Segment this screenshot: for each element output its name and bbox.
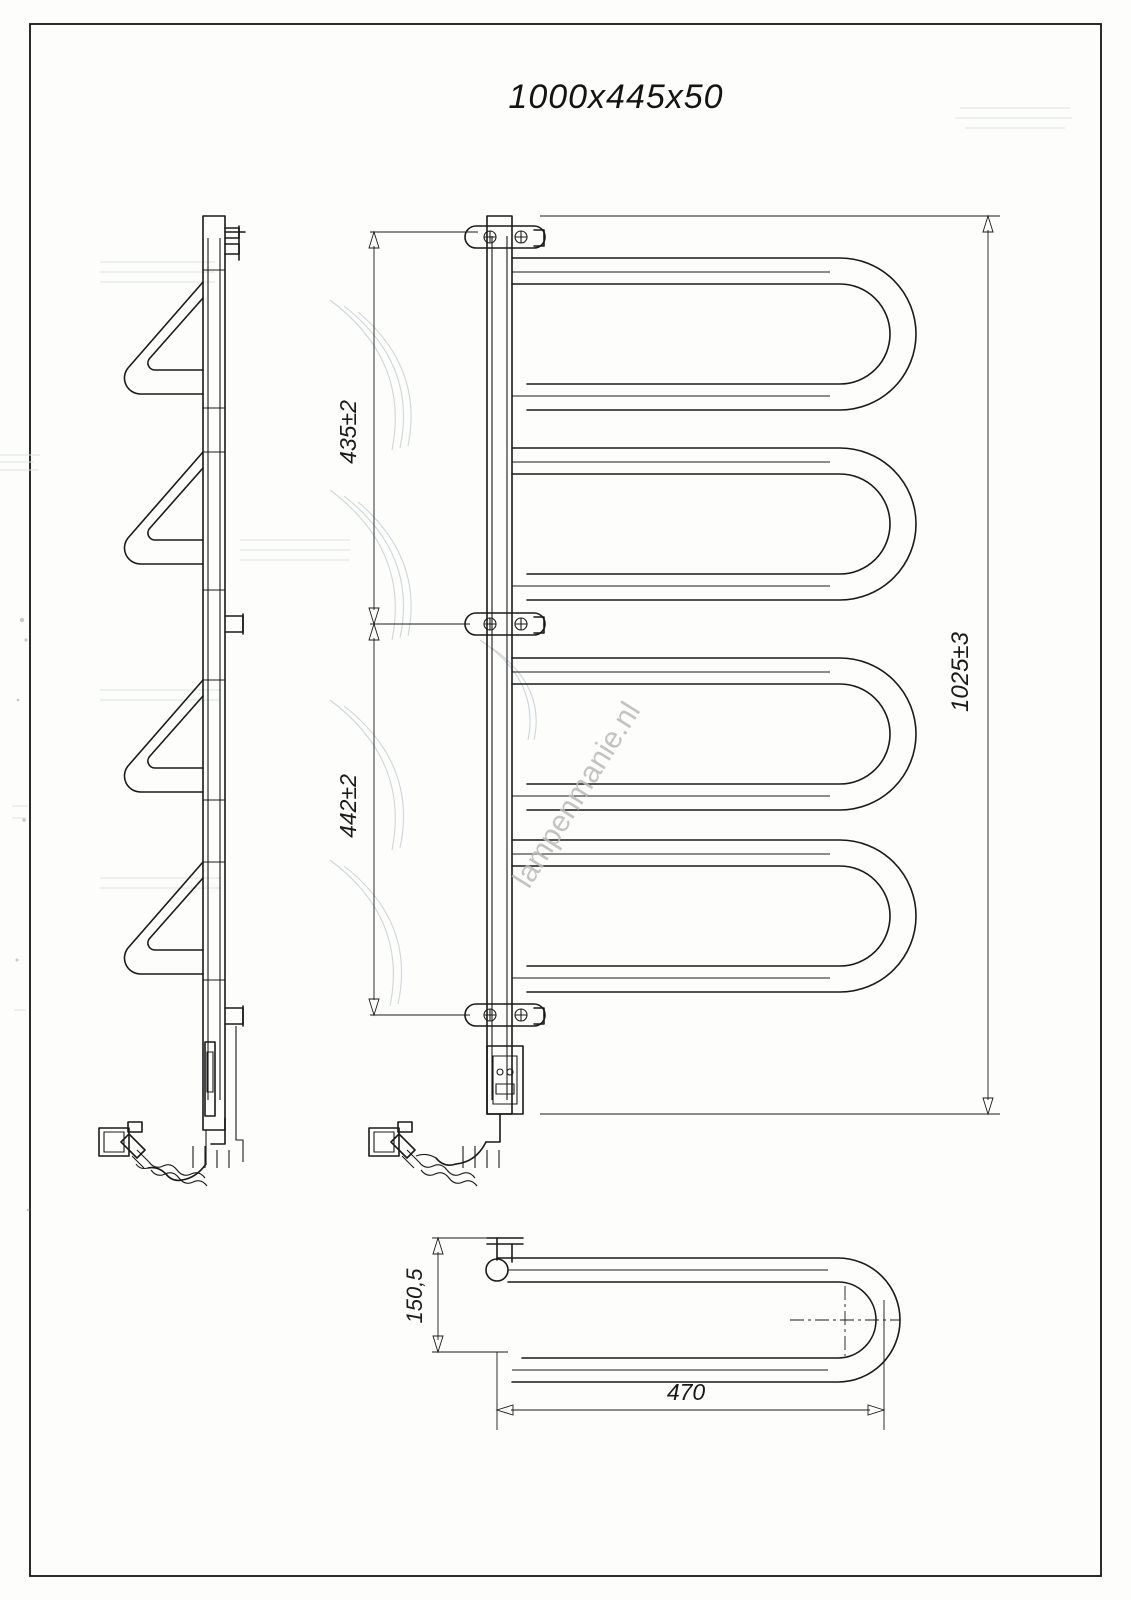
dimension-label-lower-span: 442±2 bbox=[335, 774, 361, 838]
side-elevation-view bbox=[99, 216, 245, 1186]
dimension-upper-span bbox=[335, 232, 478, 624]
dimension-label-total-height: 1025±3 bbox=[947, 632, 974, 712]
dimension-label-upper-span: 435±2 bbox=[335, 400, 361, 464]
watermark-text: lampenmanie.nl bbox=[506, 696, 648, 894]
front-elevation-view bbox=[369, 216, 916, 1186]
dimension-total-height bbox=[540, 216, 1000, 1114]
dimension-label-depth-height: 150,5 bbox=[402, 1268, 427, 1324]
scan-artifacts bbox=[0, 108, 1072, 1211]
dimension-label-depth-width: 470 bbox=[666, 1379, 706, 1405]
drawing-title: 1000x445x50 bbox=[508, 78, 724, 116]
top-plan-view bbox=[402, 1238, 900, 1430]
dimension-lower-span bbox=[335, 624, 470, 1015]
